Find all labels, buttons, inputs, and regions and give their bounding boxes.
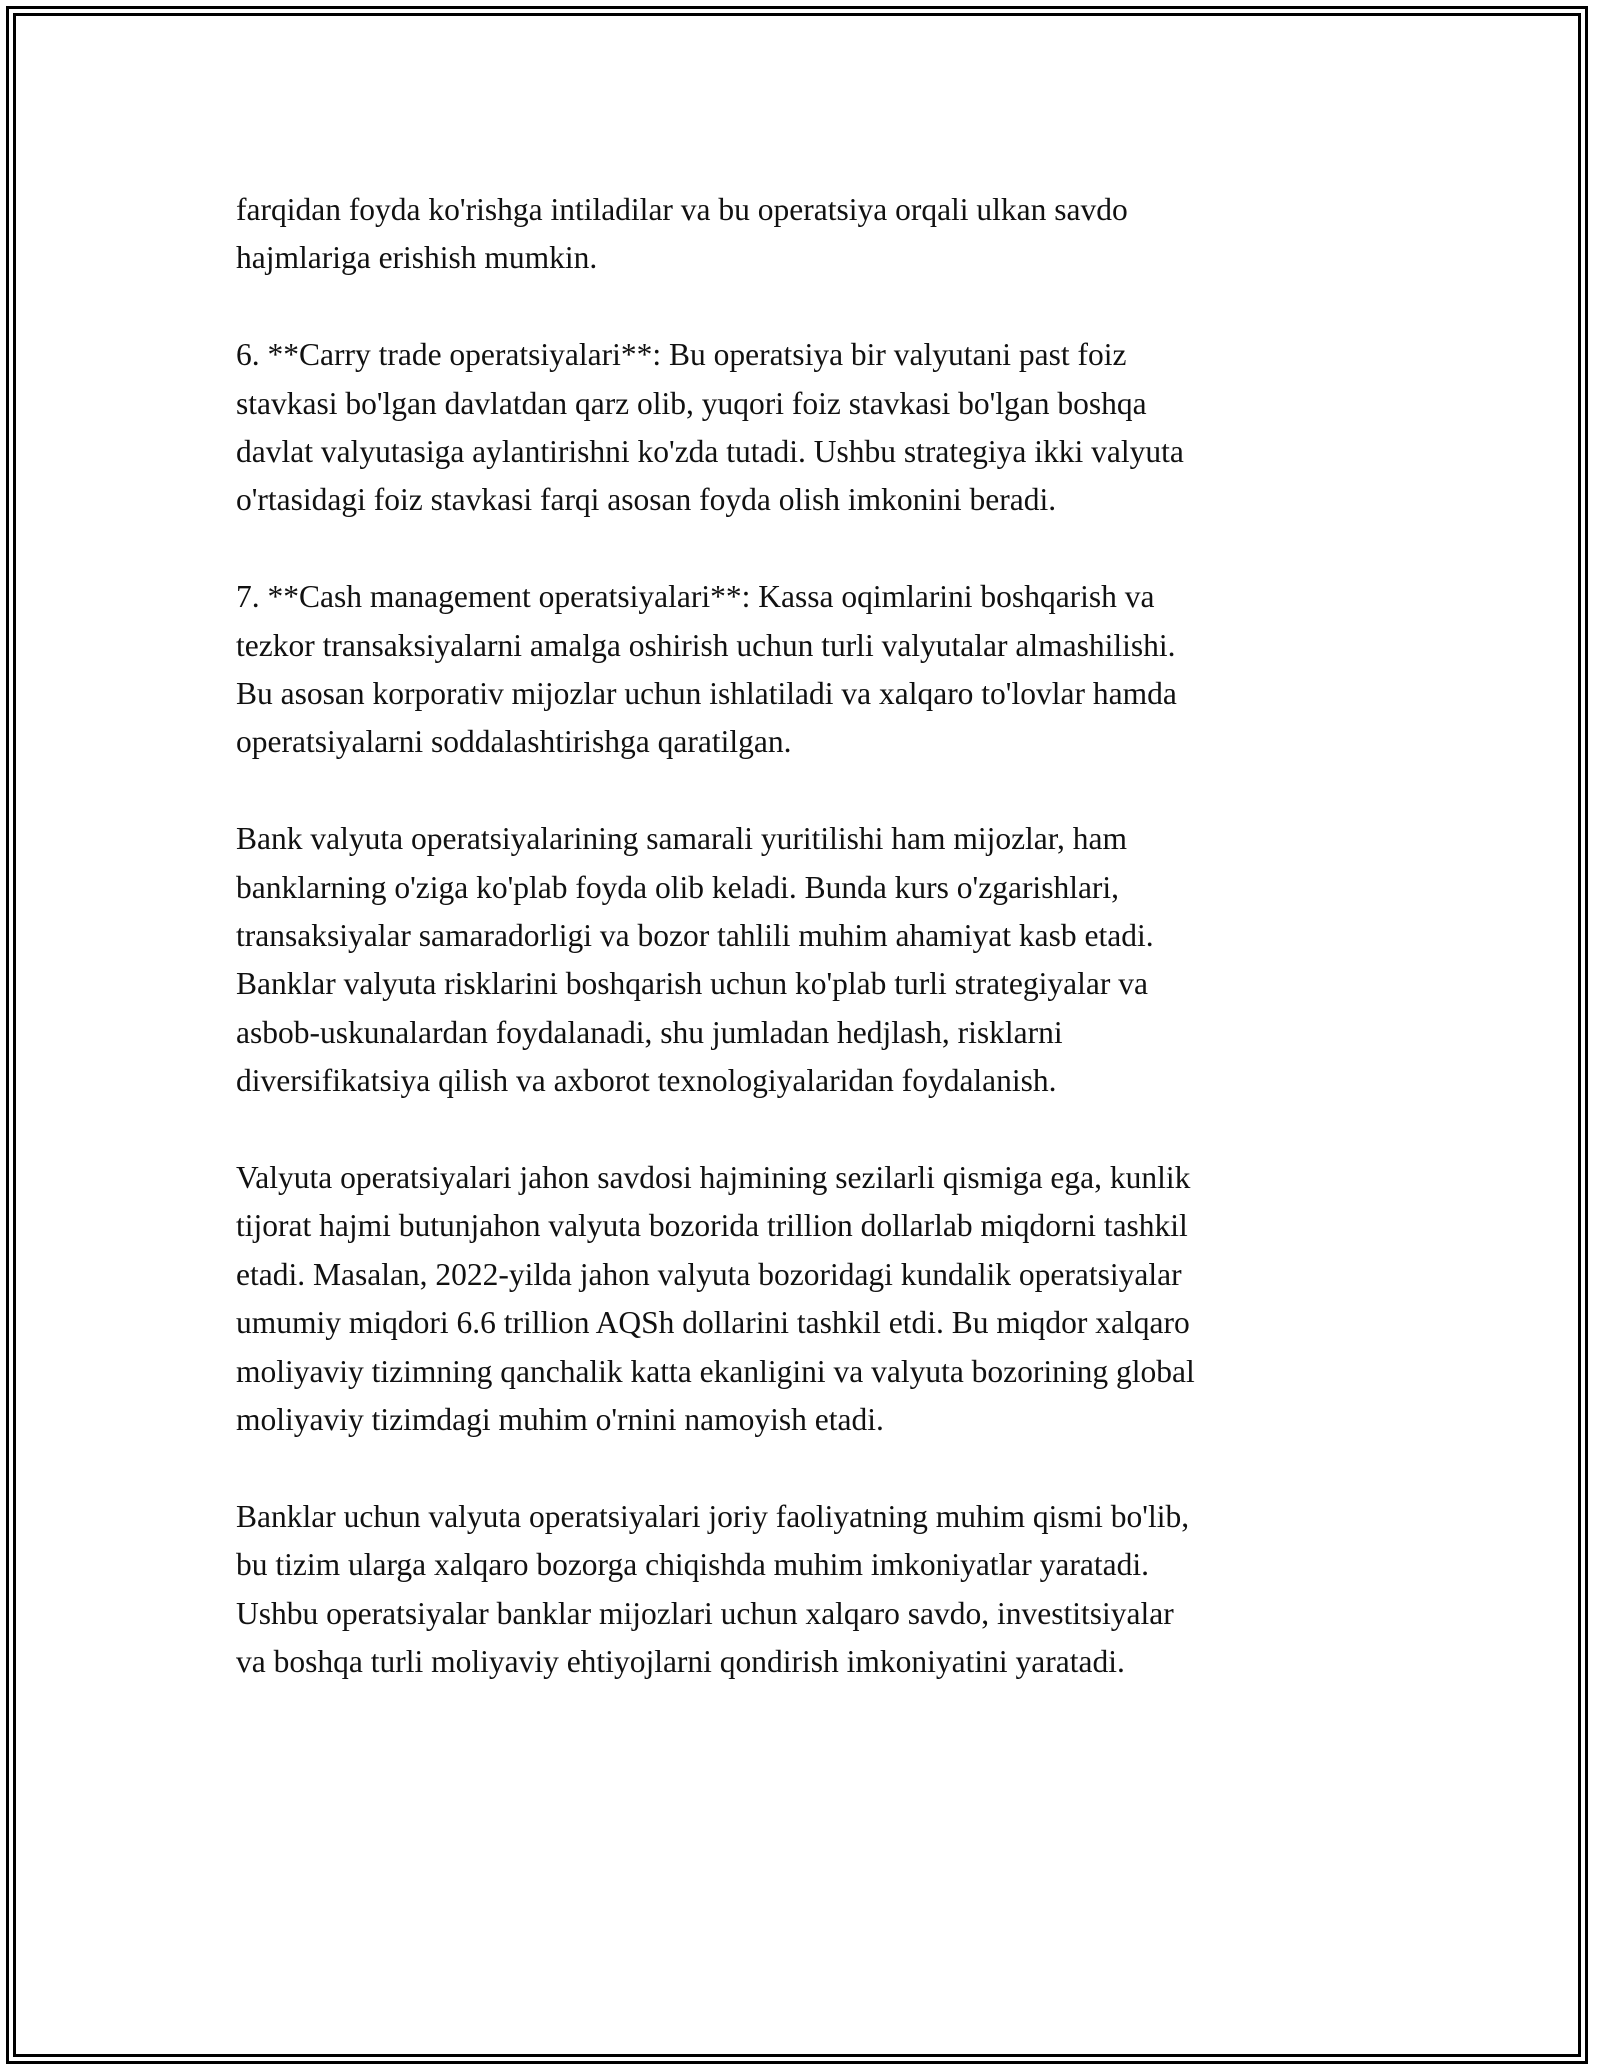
paragraph-bank-operations: Bank valyuta operatsiyalarining samarali yuritilishi ham mijozlar, ham banklarning o'ziga ko'plab foyda olib keladi. Bunda kurs o'zgarishlari, transaksiyalar samaradorligi va bozor tahlili muhim ahamiyat kasb etadi. Banklar valyuta risklarini boshqarish uchun ko'plab turli strategiyalar va asbob-uskunalardan foydalanadi, shu jumladan hedjlash, risklarni diversifikatsiya qilish va axborot texnologiyalaridan foydalanish. <box>236 821 1154 1099</box>
paragraph-world-trade-volume: Valyuta operatsiyalari jahon savdosi hajmining sezilarli qismiga ega, kunlik tijorat hajmi butunjahon valyuta bozorida trillion dollarlab miqdorni tashkil etadi. Masalan, 2022-yilda jahon valyuta bozoridagi kundalik operatsiyalar umumiy miqdori 6.6 trillion AQSh dollarini tashkil etdi. Bu miqdor xalqaro moliyaviy tizimning qanchalik katta ekanligini va valyuta bozorining global moliyaviy tizimdagi muhim o'rnini namoyish etadi. <box>236 1160 1195 1438</box>
paragraph-bank-opportunities: Banklar uchun valyuta operatsiyalari joriy faoliyatning muhim qismi bo'lib, bu tizim ularga xalqaro bozorga chiqishda muhim imkoniyatlar yaratadi. Ushbu operatsiyalar banklar mijozlari uchun xalqaro savdo, investitsiyalar va boshqa turli moliyaviy ehtiyojlarni qondirish imkoniyatini yaratadi. <box>236 1498 1190 1680</box>
paragraph-carry-trade: 6. **Carry trade operatsiyalari**: Bu operatsiya bir valyutani past foiz stavkasi bo'lgan davlatdan qarz olib, yuqori foiz stavkasi bo'lgan boshqa davlat valyutasiga aylantirishni ko'zda tutadi. Ushbu strategiya ikki valyuta o'rtasidagi foiz stavkasi farqi asosan foyda olish imkonini beradi. <box>236 337 1184 518</box>
document-body <box>236 186 1366 1735</box>
paragraph-continuation: farqidan foyda ko'rishga intiladilar va bu operatsiya orqali ulkan savdo hajmlariga erishish mumkin. <box>236 192 1128 276</box>
paragraph-cash-management: 7. **Cash management operatsiyalari**: Kassa oqimlarini boshqarish va tezkor transaksiyalarni amalga oshirish uchun turli valyutalar almashilishi. Bu asosan korporativ mijozlar uchun ishlatiladi va xalqaro to'lovlar hamda operatsiyalarni soddalashtirishga qaratilgan. <box>236 579 1177 760</box>
